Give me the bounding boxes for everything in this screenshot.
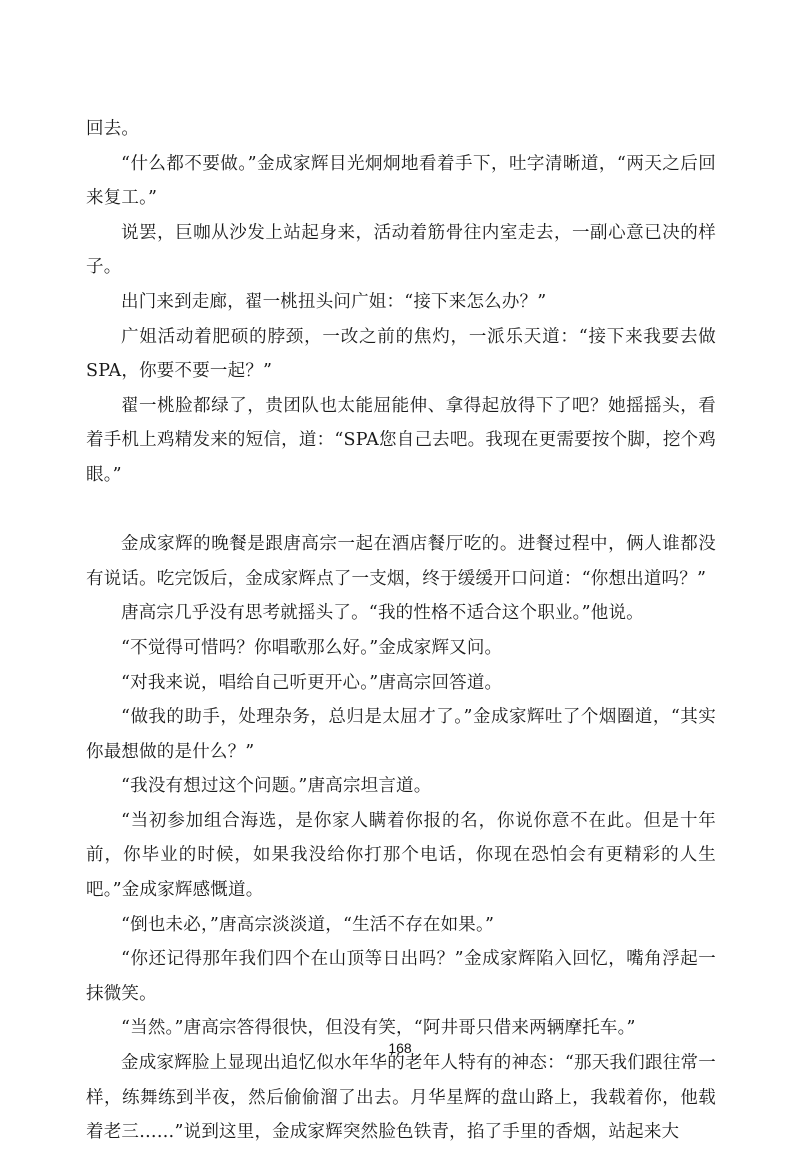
paragraph: “我没有想过这个问题。”唐高宗坦言道。: [121, 776, 432, 797]
paragraph: 回去。: [86, 119, 140, 139]
paragraph: “对我来说，唱给自己听更开心。”唐高宗回答道。: [121, 672, 503, 693]
paragraph: “当初参加组合海选，是你家人瞒着你报的名，你说你意不在此。但是十年前，你毕业的时候，如果我没给你打那个电话，你现在恐怕会有更精彩的人生吧。”金成家辉感慨道。: [86, 810, 716, 901]
page-number: 168: [388, 1040, 412, 1056]
paragraph: 金成家辉脸上显现出追忆似水年华的老年人特有的神态：“那天我们跟往常一样，练舞练到半夜，然后偷偷溜了出去。月华星辉的盘山路上，我载着你，他载着老三……”说到这里，金成家辉突然脸色铁青，掐了手里的香烟，站起来大: [86, 1053, 716, 1143]
paragraph: “当然。”唐高宗答得很快，但没有笑，“阿井哥只借来两辆摩托车。”: [121, 1018, 636, 1039]
paragraph: “你还记得那年我们四个在山顶等日出吗？”金成家辉陷入回忆，嘴角浮起一抹微笑。: [86, 949, 716, 1004]
body-text: [86, 112, 716, 1150]
paragraph: “什么都不要做。”金成家辉目光炯炯地看着手下，吐字清晰道，“两天之后回来复工。”: [86, 153, 716, 209]
paragraph: 广姐活动着肥硕的脖颈，一改之前的焦灼，一派乐天道：“接下来我要去做SPA，你要不要一起？”: [86, 326, 716, 382]
paragraph: “倒也未必，”唐高宗淡淡道，“生活不存在如果。”: [121, 914, 495, 935]
paragraph: “做我的助手，处理杂务，总归是太屈才了。”金成家辉吐了个烟圈道，“其实你最想做的是什么？”: [86, 707, 716, 762]
section-top: [86, 112, 716, 493]
section-break: [86, 493, 716, 528]
paragraph: “不觉得可惜吗？你唱歌那么好。”金成家辉又问。: [121, 637, 503, 658]
section-bottom: [86, 527, 716, 1150]
paragraph: 金成家辉的晚餐是跟唐高宗一起在酒店餐厅吃的。进餐过程中，俩人谁都没有说话。吃完饭后，金成家辉点了一支烟，终于缓缓开口问道：“你想出道吗？”: [86, 534, 716, 589]
paragraph: 翟一桃脸都绿了，贵团队也太能屈能伸、拿得起放得下了吧？她摇摇头，看着手机上鸡精发来的短信，道：“SPA您自己去吧。我现在更需要按个脚，挖个鸡眼。”: [86, 395, 716, 485]
paragraph: 出门来到走廊，翟一桃扭头问广姐：“接下来怎么办？”: [121, 291, 547, 312]
paragraph: 唐高宗几乎没有思考就摇头了。“我的性格不适合这个职业。”他说。: [121, 603, 644, 624]
paragraph: 说罢，巨咖从沙发上站起身来，活动着筋骨往内室走去，一副心意已决的样子。: [86, 222, 716, 278]
